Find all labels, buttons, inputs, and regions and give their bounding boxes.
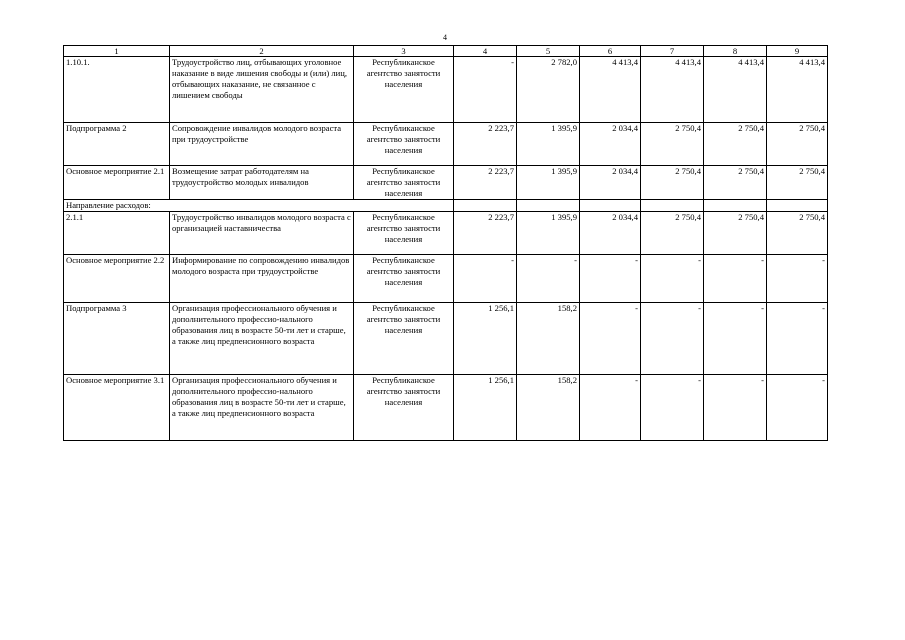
- column-number-cell: 4: [454, 46, 517, 57]
- amount-cell: 2 034,4: [580, 123, 641, 166]
- amount-cell: -: [580, 375, 641, 441]
- executor-cell: Республиканское агентство занятости населения: [354, 303, 454, 375]
- amount-cell: -: [704, 375, 767, 441]
- table-row: [64, 375, 828, 441]
- amount-cell: 2 750,4: [641, 212, 704, 255]
- program-code-cell: Подпрограмма 2: [64, 123, 170, 166]
- measure-name-cell: Организация профессионального обучения и дополнительного профессио-нального образования лиц в возрасте 50-ти лет и старше, а также лиц предпенсионного возраста: [170, 303, 354, 375]
- amount-cell: 2 750,4: [704, 166, 767, 200]
- amount-cell: -: [454, 57, 517, 123]
- section-row: [64, 200, 828, 212]
- column-number-cell: 7: [641, 46, 704, 57]
- blank-cell: [704, 200, 767, 212]
- amount-cell: 1 256,1: [454, 303, 517, 375]
- column-number-cell: 6: [580, 46, 641, 57]
- amount-cell: 158,2: [517, 303, 580, 375]
- executor-cell: Республиканское агентство занятости населения: [354, 212, 454, 255]
- column-number-header: [64, 46, 828, 57]
- amount-cell: 2 782,0: [517, 57, 580, 123]
- amount-cell: 2 034,4: [580, 166, 641, 200]
- table-row: [64, 57, 828, 123]
- amount-cell: 2 750,4: [767, 123, 828, 166]
- amount-cell: 2 750,4: [767, 212, 828, 255]
- amount-cell: -: [517, 255, 580, 303]
- measure-name-cell: Информирование по сопровождению инвалидов молодого возраста при трудоустройстве: [170, 255, 354, 303]
- measure-name-cell: Возмещение затрат работодателям на трудоустройство молодых инвалидов: [170, 166, 354, 200]
- amount-cell: 2 223,7: [454, 123, 517, 166]
- executor-cell: Республиканское агентство занятости населения: [354, 57, 454, 123]
- table-row: [64, 123, 828, 166]
- amount-cell: 1 395,9: [517, 212, 580, 255]
- amount-cell: 158,2: [517, 375, 580, 441]
- table-row: [64, 255, 828, 303]
- amount-cell: -: [641, 303, 704, 375]
- measure-name-cell: Трудоустройство инвалидов молодого возраста с организацией наставничества: [170, 212, 354, 255]
- amount-cell: -: [580, 303, 641, 375]
- amount-cell: 2 750,4: [767, 166, 828, 200]
- amount-cell: -: [580, 255, 641, 303]
- amount-cell: -: [767, 303, 828, 375]
- amount-cell: 4 413,4: [704, 57, 767, 123]
- column-number-cell: 1: [64, 46, 170, 57]
- table-row: [64, 212, 828, 255]
- program-code-cell: Основное мероприятие 3.1: [64, 375, 170, 441]
- page-number: 4: [443, 33, 447, 42]
- budget-table: [63, 45, 828, 441]
- amount-cell: -: [704, 303, 767, 375]
- amount-cell: -: [641, 375, 704, 441]
- blank-cell: [641, 200, 704, 212]
- measure-name-cell: Трудоустройство лиц, отбывающих уголовное наказание в виде лишения свободы и (или) лиц, отбывающих наказание, не связанное с лишением свободы: [170, 57, 354, 123]
- amount-cell: 2 750,4: [641, 123, 704, 166]
- blank-cell: [767, 200, 828, 212]
- table-row: [64, 166, 828, 200]
- blank-cell: [517, 200, 580, 212]
- amount-cell: 4 413,4: [580, 57, 641, 123]
- amount-cell: 2 750,4: [641, 166, 704, 200]
- amount-cell: 2 750,4: [704, 123, 767, 166]
- amount-cell: 2 223,7: [454, 212, 517, 255]
- executor-cell: Республиканское агентство занятости населения: [354, 166, 454, 200]
- executor-cell: Республиканское агентство занятости населения: [354, 375, 454, 441]
- column-number-cell: 8: [704, 46, 767, 57]
- measure-name-cell: Организация профессионального обучения и дополнительного профессио-нального образования лиц в возрасте 50-ти лет и старше, а также лиц предпенсионного возраста: [170, 375, 354, 441]
- executor-cell: Республиканское агентство занятости населения: [354, 123, 454, 166]
- program-code-cell: Основное мероприятие 2.1: [64, 166, 170, 200]
- column-number-cell: 3: [354, 46, 454, 57]
- amount-cell: 2 034,4: [580, 212, 641, 255]
- amount-cell: 4 413,4: [641, 57, 704, 123]
- program-code-cell: 1.10.1.: [64, 57, 170, 123]
- measure-name-cell: Сопровождение инвалидов молодого возраста при трудоустройстве: [170, 123, 354, 166]
- amount-cell: 1 256,1: [454, 375, 517, 441]
- program-code-cell: Основное мероприятие 2.2: [64, 255, 170, 303]
- amount-cell: -: [767, 375, 828, 441]
- program-code-cell: 2.1.1: [64, 212, 170, 255]
- section-label: Направление расходов:: [64, 200, 354, 212]
- column-number-cell: 2: [170, 46, 354, 57]
- executor-cell: Республиканское агентство занятости населения: [354, 255, 454, 303]
- amount-cell: 2 223,7: [454, 166, 517, 200]
- column-number-cell: 9: [767, 46, 828, 57]
- amount-cell: -: [767, 255, 828, 303]
- amount-cell: 2 750,4: [704, 212, 767, 255]
- amount-cell: -: [641, 255, 704, 303]
- amount-cell: -: [704, 255, 767, 303]
- program-code-cell: Подпрограмма 3: [64, 303, 170, 375]
- amount-cell: 1 395,9: [517, 123, 580, 166]
- amount-cell: 1 395,9: [517, 166, 580, 200]
- table-row: [64, 303, 828, 375]
- amount-cell: 4 413,4: [767, 57, 828, 123]
- blank-cell: [580, 200, 641, 212]
- blank-cell: [354, 200, 454, 212]
- blank-cell: [454, 200, 517, 212]
- column-number-cell: 5: [517, 46, 580, 57]
- amount-cell: -: [454, 255, 517, 303]
